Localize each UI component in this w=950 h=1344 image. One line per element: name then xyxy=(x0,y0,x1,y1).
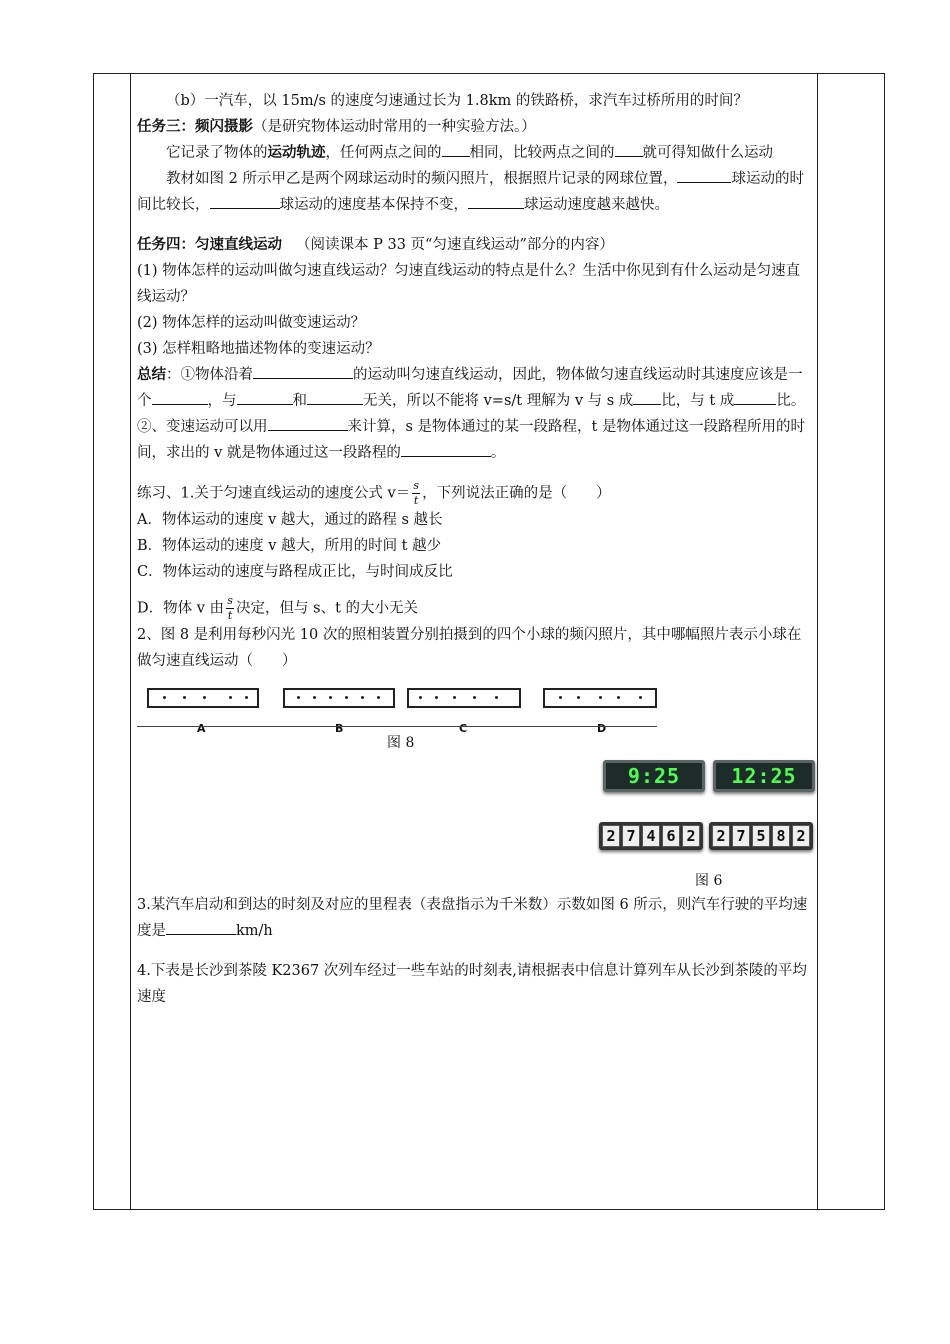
task3-line1 xyxy=(137,140,812,166)
unit-label: km/h xyxy=(236,923,273,939)
practice-4: 4.下表是长沙到茶陵 K2367 次列车经过一些车站的时刻表,请根据表中信息计算列车从长沙到茶陵的平均速度 xyxy=(137,963,807,1005)
question-b: （b）一汽车，以 15m/s 的速度匀速通过长为 1.8km 的铁路桥，求汽车过桥所用的时间？ xyxy=(166,93,748,109)
spacer xyxy=(137,466,812,480)
end-time-clock: 12:25 xyxy=(713,760,815,792)
summary-text: 来计算，s 是物体通过的某一段路程，t 是物体通过这一段路程所用的时间，求出的 v 就是物体通过这一段路程的 xyxy=(137,419,805,461)
figure-6 xyxy=(137,742,812,892)
task3-line2 xyxy=(137,166,812,218)
practice-text: 练习、1.关于匀速直线运动的速度公式 v＝ xyxy=(137,485,411,502)
summary-text: ②、变速运动可以用 xyxy=(137,419,268,435)
start-time-clock: 9:25 xyxy=(603,760,705,792)
fraction-denominator: t xyxy=(227,609,233,622)
task3-keyword: 运动轨迹 xyxy=(267,144,326,161)
blank xyxy=(442,142,470,157)
odometer-digit: 2 xyxy=(792,825,810,847)
blank xyxy=(166,920,236,935)
practice-text: ，下列说法正确的是（ ） xyxy=(422,485,611,502)
summary-text: 无关，所以不能将 v=s/t 理解为 v 与 s 成 xyxy=(363,393,634,409)
practice-text: 3.某汽车启动和到达的时刻及对应的里程表（表盘指示为千米数）示数如图 6 所示，则汽车行驶的平均速度是 xyxy=(137,897,808,939)
task4-q1: (1) 物体怎样的运动叫做匀速直线运动？匀速直线运动的特点是什么？生活中你见到有什么运动是匀速直线运动？ xyxy=(137,263,801,305)
speed-formula-fraction xyxy=(412,480,420,507)
option-c: C．物体运动的速度与路程成正比，与时间成反比 xyxy=(137,564,453,580)
figure-baseline xyxy=(137,726,657,727)
spacer xyxy=(137,218,812,232)
task3-title: 任务三：频闪摄影 xyxy=(137,118,253,135)
summary-text: ：①物体沿着 xyxy=(166,367,253,383)
summary-label: 总结 xyxy=(137,366,166,383)
strobe-photo-b xyxy=(283,688,395,708)
summary-text: 的运动叫匀速直线运动，因此，物体做匀速直线运动时其速度应该是一个 xyxy=(137,367,803,409)
blank xyxy=(268,416,348,431)
practice-3 xyxy=(137,892,812,944)
task3-text: 就可得知做什么运动 xyxy=(642,145,773,161)
blank xyxy=(307,390,363,405)
blank xyxy=(152,390,208,405)
odometer-digit: 4 xyxy=(642,825,660,847)
option-d xyxy=(137,595,812,622)
summary-text: 比，与 t 成 xyxy=(661,393,735,409)
odometer-digit: 2 xyxy=(712,825,730,847)
end-odometer xyxy=(709,822,813,850)
task3-text: 教材如图 2 所示甲乙是两个网球运动时的频闪照片，根据照片记录的网球位置， xyxy=(166,171,678,187)
strobe-photo-a xyxy=(147,688,259,708)
summary-text: 。 xyxy=(490,445,506,461)
fraction-denominator: t xyxy=(413,494,419,507)
label-b: B xyxy=(335,722,344,735)
fraction-numerator: s xyxy=(413,479,419,492)
task4-title: 任务四：匀速直线运动 xyxy=(137,236,282,253)
practice-text: D．物体 v 由 xyxy=(137,600,225,617)
summary-2 xyxy=(137,414,812,466)
speed-formula-fraction xyxy=(226,595,234,622)
figure-8 xyxy=(137,682,812,751)
task3-note: （是研究物体运动时常用的一种实验方法。） xyxy=(253,119,536,135)
label-d: D xyxy=(597,722,607,735)
column-divider-left xyxy=(130,74,131,1209)
task3-text: 球运动的速度基本保持不变， xyxy=(279,197,468,213)
spacer xyxy=(137,944,812,958)
odometer-digit: 2 xyxy=(602,825,620,847)
blank xyxy=(677,168,731,183)
summary-text: 和 xyxy=(292,393,307,409)
option-a: A．物体运动的速度 v 越大，通过的路程 s 越长 xyxy=(137,512,443,528)
task3-text: ，任何两点之间的 xyxy=(325,145,442,161)
odometer-digit: 6 xyxy=(662,825,680,847)
label-c: C xyxy=(459,722,468,735)
odometer-digit: 7 xyxy=(622,825,640,847)
task4-note: （阅读课本 P 33 页“匀速直线运动”部分的内容） xyxy=(296,237,614,253)
task3-text: 它记录了物体的 xyxy=(166,145,268,161)
blank xyxy=(615,142,643,157)
odometer-digit: 5 xyxy=(752,825,770,847)
blank xyxy=(401,442,491,457)
blank xyxy=(468,194,524,209)
figure-8-caption: 图 8 xyxy=(387,735,415,751)
blank xyxy=(253,364,353,379)
odometer-digit: 7 xyxy=(732,825,750,847)
task3-text: 球运动的时间比较长， xyxy=(137,171,804,213)
strobe-photo-c xyxy=(407,688,521,708)
start-odometer xyxy=(599,822,703,850)
blank xyxy=(734,390,776,405)
option-b: B．物体运动的速度 v 越大，所用的时间 t 越少 xyxy=(137,538,442,554)
summary-text: 比。 xyxy=(776,393,806,409)
task3-heading xyxy=(137,114,812,140)
summary-text: ，与 xyxy=(207,393,237,409)
task3-text: 球运动速度越来越快。 xyxy=(524,197,669,213)
blank xyxy=(210,194,280,209)
strobe-photo-d xyxy=(543,688,657,708)
practice-2: 2、图 8 是利用每秒闪光 10 次的照相装置分别拍摄到的四个小球的频闪照片，其中哪幅照片表示小球在做匀速直线运动（ ） xyxy=(137,627,802,669)
task4-heading xyxy=(137,232,812,258)
task4-q2: (2) 物体怎样的运动叫做变速运动？ xyxy=(137,315,366,331)
practice-1 xyxy=(137,480,812,507)
practice-text: 决定，但与 s、t 的大小无关 xyxy=(236,600,419,617)
blank xyxy=(237,390,293,405)
odometer-digit: 8 xyxy=(772,825,790,847)
task4-q3: (3) 怎样粗略地描述物体的变速运动？ xyxy=(137,341,380,357)
worksheet-content xyxy=(137,88,812,1010)
summary-1 xyxy=(137,362,812,414)
odometer-digit: 2 xyxy=(682,825,700,847)
task3-text: 相同，比较两点之间的 xyxy=(469,145,615,161)
blank xyxy=(633,390,661,405)
figure-6-caption: 图 6 xyxy=(695,873,723,889)
column-divider-right xyxy=(817,74,818,1209)
fraction-numerator: s xyxy=(227,594,233,607)
label-a: A xyxy=(197,722,206,735)
